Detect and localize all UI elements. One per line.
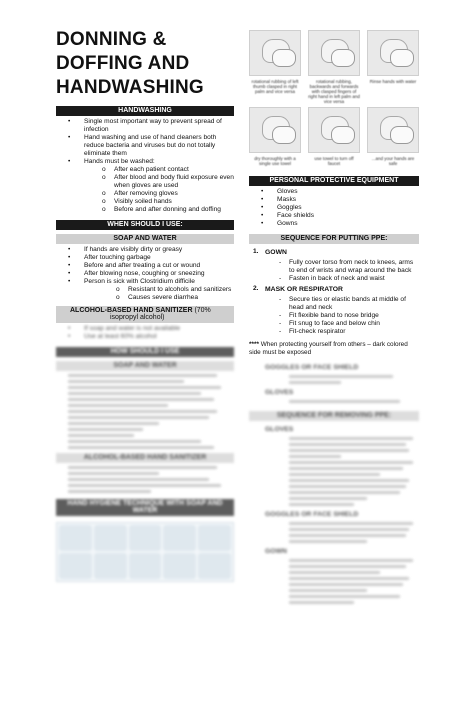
list-item: o After removing gloves [102, 190, 178, 197]
soap-and-water-list [56, 246, 234, 302]
blurred-header: HAND HYGIENE TECHNIQUE WITH SOAP AND WATER [56, 499, 234, 516]
mask-list [249, 296, 419, 336]
list-item: • Single most important way to prevent spread of infection [68, 118, 222, 133]
hand-photo [308, 107, 360, 153]
gown-title: GOWN [265, 249, 287, 256]
gown-list [249, 259, 419, 283]
list-item: • After touching garbage [68, 254, 151, 261]
sanitizer-percent: (70% [192, 307, 211, 314]
sanitizer-title: ALCOHOL-BASED HAND SANITIZER [70, 307, 193, 314]
left-column [56, 0, 234, 582]
title-line-1: DONNING & [56, 29, 167, 50]
list-item: - Fully cover torso from neck to knees, arms to end of wrists and wrap around the back [279, 259, 414, 274]
list-item: - Secure ties or elastic bands at middle of head and neck [279, 296, 406, 311]
ppe-note: **** When protecting yourself from others – dark colored side must be exposed [249, 341, 408, 356]
photo-caption: ...and your hands are safe [371, 156, 415, 166]
blurred-subheader: SOAP AND WATER [56, 361, 234, 371]
blurred-lines [56, 466, 234, 493]
handwashing-list [56, 118, 234, 214]
mask-title: MASK OR RESPIRATOR [265, 286, 343, 293]
list-item: • Before and after treating a cut or wound [68, 262, 201, 269]
list-item: • Hand washing and use of hand cleaners both reduce bacteria and viruses but do not totally eliminate them [68, 134, 217, 157]
list-item: o After blood and body fluid exposure even when gloves are used [102, 174, 234, 189]
blurred-header: HOW SHOULD I USE [56, 347, 234, 357]
blurred-removal-content: GOGGLES OR FACE SHIELD GLOVES SEQUENCE FOR REMOVING PPE: GLOVES GOGGLES OR FACE SHIELD GOWN [249, 363, 419, 604]
list-item: • Goggles [261, 204, 302, 211]
list-item: • Use at least 60% alcohol [68, 333, 157, 340]
list-item: • Gloves [261, 188, 298, 195]
photo-caption: Rinse hands with water [369, 79, 417, 84]
list-item: - Fasten in back of neck and waist [279, 275, 385, 282]
page-title [56, 28, 234, 100]
list-item: o Before and after donning and doffing [102, 206, 221, 213]
list-item: • Masks [261, 196, 297, 203]
list-item: o After each patient contact [102, 166, 189, 173]
when-should-i-use-header: WHEN SHOULD I USE: [56, 220, 234, 230]
list-item: - Fit snug to face and below chin [279, 320, 380, 327]
photo-caption: rotational rubbing, backwards and forwards with clasped fingers of right hand in left palm and vice versa [308, 79, 360, 104]
handwashing-photo-grid [249, 30, 419, 166]
blurred-content [56, 325, 234, 516]
hand-photo [308, 30, 360, 76]
ppe-list [249, 188, 419, 228]
gown-section: 1. GOWN - Fully cover torso from neck to knees, arms to end of wrists and wrap around the back - Fasten in back of neck and waist [249, 248, 419, 283]
list-item: o Resistant to alcohols and sanitizers [116, 286, 232, 293]
sequence-header: SEQUENCE FOR PUTTING PPE: [249, 234, 419, 244]
right-column [249, 0, 419, 607]
list-item: • Gowns [261, 220, 298, 227]
mask-section: 2. MASK OR RESPIRATOR - Secure ties or elastic bands at middle of head and neck - Fit flexible band to nose bridge - Fit snug to face and below chin - Fit-check respirator [249, 285, 419, 336]
list-item: • After blowing nose, coughing or sneezing [68, 270, 205, 277]
list-item: o Visibly soiled hands [102, 198, 172, 205]
hand-photo [367, 107, 419, 153]
list-item: • Hands must be washed: [68, 158, 155, 165]
list-item: - Fit-check respirator [279, 328, 346, 335]
handwashing-illustration [56, 522, 234, 582]
list-item: o Causes severe diarrhea [116, 294, 199, 301]
ppe-header: PERSONAL PROTECTIVE EQUIPMENT [249, 176, 419, 186]
photo-caption: rotational rubbing of left thumb clasped in right palm and vice versa [251, 79, 299, 94]
hand-photo [249, 30, 301, 76]
blurred-subheader: ALCOHOL-BASED HAND SANITIZER [56, 453, 234, 463]
list-item: - Fit flexible band to nose bridge [279, 312, 379, 319]
list-item: • Face shields [261, 212, 315, 219]
hand-photo [249, 107, 301, 153]
photo-caption: dry thoroughly with a single use towel [254, 156, 296, 166]
sanitizer-subtitle: isopropyl alcohol) [110, 314, 165, 321]
blurred-lines [56, 374, 234, 449]
sanitizer-header [56, 306, 234, 323]
photo-caption: use towel to turn off faucet [314, 156, 354, 166]
list-item: • Person is sick with Clostridium difficile [68, 278, 195, 285]
title-line-3: HANDWASHING [56, 77, 204, 98]
list-item: • If hands are visibly dirty or greasy [68, 246, 183, 253]
hand-photo [367, 30, 419, 76]
handwashing-header: HANDWASHING [56, 106, 234, 116]
list-item: • If soap and water is not available [68, 325, 181, 332]
title-line-2: DOFFING AND [56, 53, 190, 74]
soap-and-water-header: SOAP AND WATER [56, 234, 234, 244]
